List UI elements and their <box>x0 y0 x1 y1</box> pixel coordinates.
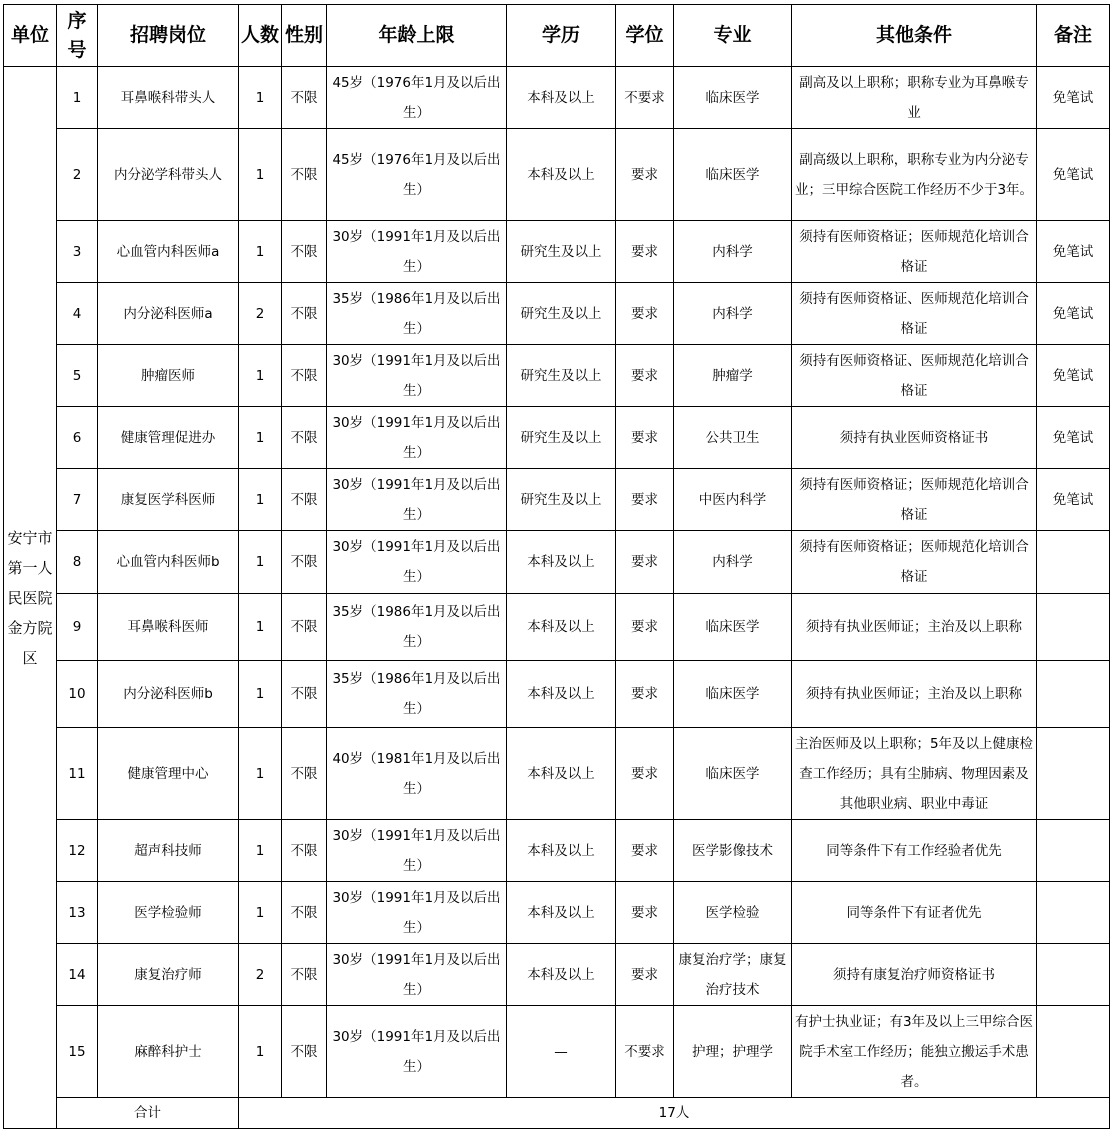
cell-remark <box>1037 728 1110 820</box>
cell-major: 内科学 <box>674 221 792 283</box>
table-row <box>4 728 1110 820</box>
cell-other: 须持有执业医师证；主治及以上职称 <box>792 594 1037 661</box>
cell-gender: 不限 <box>282 283 327 345</box>
cell-count: 2 <box>239 944 282 1006</box>
cell-major: 临床医学 <box>674 129 792 221</box>
cell-degree: 要求 <box>616 728 674 820</box>
cell-major: 内科学 <box>674 283 792 345</box>
cell-other: 须持有医师资格证；医师规范化培训合格证 <box>792 469 1037 531</box>
cell-gender: 不限 <box>282 944 327 1006</box>
cell-count: 1 <box>239 728 282 820</box>
cell-major: 康复治疗学；康复治疗技术 <box>674 944 792 1006</box>
cell-remark <box>1037 820 1110 882</box>
table-row <box>4 882 1110 944</box>
cell-count: 1 <box>239 820 282 882</box>
cell-gender: 不限 <box>282 1006 327 1098</box>
cell-age: 45岁（1976年1月及以后出生） <box>327 129 507 221</box>
cell-major: 医学影像技术 <box>674 820 792 882</box>
cell-major: 护理；护理学 <box>674 1006 792 1098</box>
cell-count: 1 <box>239 882 282 944</box>
cell-count: 1 <box>239 345 282 407</box>
cell-major: 公共卫生 <box>674 407 792 469</box>
cell-seq: 2 <box>57 129 98 221</box>
cell-other: 副高级以上职称，职称专业为内分泌专业；三甲综合医院工作经历不少于3年。 <box>792 129 1037 221</box>
cell-position: 耳鼻喉科带头人 <box>98 67 239 129</box>
summary-label: 合计 <box>57 1098 239 1129</box>
cell-seq: 1 <box>57 67 98 129</box>
cell-education: 本科及以上 <box>507 129 616 221</box>
document-page <box>3 4 1110 1129</box>
cell-other: 有护士执业证；有3年及以上三甲综合医院手术室工作经历；能独立搬运手术患者。 <box>792 1006 1037 1098</box>
cell-position: 内分泌科医师a <box>98 283 239 345</box>
cell-age: 35岁（1986年1月及以后出生） <box>327 283 507 345</box>
cell-major: 肿瘤学 <box>674 345 792 407</box>
cell-gender: 不限 <box>282 221 327 283</box>
cell-age: 30岁（1991年1月及以后出生） <box>327 1006 507 1098</box>
cell-count: 1 <box>239 661 282 728</box>
cell-seq: 11 <box>57 728 98 820</box>
cell-other: 同等条件下有证者优先 <box>792 882 1037 944</box>
cell-degree: 要求 <box>616 594 674 661</box>
header-education: 学历 <box>507 5 616 67</box>
table-row <box>4 944 1110 1006</box>
cell-remark <box>1037 531 1110 594</box>
cell-education: 本科及以上 <box>507 820 616 882</box>
cell-education: — <box>507 1006 616 1098</box>
cell-count: 1 <box>239 129 282 221</box>
cell-position: 耳鼻喉科医师 <box>98 594 239 661</box>
header-row <box>4 5 1110 67</box>
cell-other: 主治医师及以上职称；5年及以上健康检查工作经历；具有尘肺病、物理因素及其他职业病、职业中毒证 <box>792 728 1037 820</box>
cell-major: 中医内科学 <box>674 469 792 531</box>
recruitment-table <box>3 4 1110 1129</box>
header-major: 专业 <box>674 5 792 67</box>
cell-position: 健康管理中心 <box>98 728 239 820</box>
cell-education: 研究生及以上 <box>507 283 616 345</box>
cell-degree: 要求 <box>616 944 674 1006</box>
table-row <box>4 345 1110 407</box>
cell-seq: 10 <box>57 661 98 728</box>
cell-seq: 6 <box>57 407 98 469</box>
cell-major: 临床医学 <box>674 661 792 728</box>
cell-position: 康复治疗师 <box>98 944 239 1006</box>
cell-seq: 8 <box>57 531 98 594</box>
table-row <box>4 661 1110 728</box>
cell-age: 30岁（1991年1月及以后出生） <box>327 407 507 469</box>
table-body <box>4 67 1110 1129</box>
cell-gender: 不限 <box>282 728 327 820</box>
cell-other: 须持有执业医师证；主治及以上职称 <box>792 661 1037 728</box>
cell-age: 30岁（1991年1月及以后出生） <box>327 944 507 1006</box>
cell-other: 副高及以上职称；职称专业为耳鼻喉专业 <box>792 67 1037 129</box>
cell-remark: 免笔试 <box>1037 221 1110 283</box>
cell-position: 内分泌科医师b <box>98 661 239 728</box>
cell-seq: 7 <box>57 469 98 531</box>
cell-degree: 不要求 <box>616 67 674 129</box>
cell-count: 1 <box>239 469 282 531</box>
cell-education: 研究生及以上 <box>507 469 616 531</box>
cell-major: 临床医学 <box>674 594 792 661</box>
cell-education: 研究生及以上 <box>507 221 616 283</box>
cell-count: 1 <box>239 407 282 469</box>
cell-gender: 不限 <box>282 469 327 531</box>
cell-position: 麻醉科护士 <box>98 1006 239 1098</box>
cell-age: 30岁（1991年1月及以后出生） <box>327 531 507 594</box>
cell-education: 研究生及以上 <box>507 345 616 407</box>
cell-major: 临床医学 <box>674 728 792 820</box>
cell-education: 本科及以上 <box>507 531 616 594</box>
cell-position: 医学检验师 <box>98 882 239 944</box>
cell-other: 须持有执业医师资格证书 <box>792 407 1037 469</box>
table-row <box>4 67 1110 129</box>
cell-seq: 13 <box>57 882 98 944</box>
header-other: 其他条件 <box>792 5 1037 67</box>
header-age: 年龄上限 <box>327 5 507 67</box>
cell-education: 本科及以上 <box>507 882 616 944</box>
cell-position: 超声科技师 <box>98 820 239 882</box>
cell-age: 35岁（1986年1月及以后出生） <box>327 661 507 728</box>
cell-remark <box>1037 944 1110 1006</box>
cell-age: 30岁（1991年1月及以后出生） <box>327 345 507 407</box>
cell-degree: 要求 <box>616 531 674 594</box>
unit-cell: 安宁市第一人民医院金方院区 <box>4 67 57 1129</box>
cell-gender: 不限 <box>282 882 327 944</box>
cell-other: 须持有医师资格证、医师规范化培训合格证 <box>792 283 1037 345</box>
summary-total: 17人 <box>239 1098 1110 1129</box>
cell-count: 2 <box>239 283 282 345</box>
cell-remark: 免笔试 <box>1037 469 1110 531</box>
cell-count: 1 <box>239 1006 282 1098</box>
cell-gender: 不限 <box>282 67 327 129</box>
cell-remark <box>1037 1006 1110 1098</box>
cell-education: 研究生及以上 <box>507 407 616 469</box>
cell-remark: 免笔试 <box>1037 283 1110 345</box>
table-row <box>4 594 1110 661</box>
cell-remark: 免笔试 <box>1037 345 1110 407</box>
cell-age: 30岁（1991年1月及以后出生） <box>327 820 507 882</box>
table-row <box>4 129 1110 221</box>
cell-degree: 要求 <box>616 661 674 728</box>
cell-gender: 不限 <box>282 594 327 661</box>
cell-position: 健康管理促进办 <box>98 407 239 469</box>
cell-gender: 不限 <box>282 407 327 469</box>
cell-seq: 9 <box>57 594 98 661</box>
cell-age: 45岁（1976年1月及以后出生） <box>327 67 507 129</box>
table-row <box>4 469 1110 531</box>
cell-gender: 不限 <box>282 820 327 882</box>
cell-education: 本科及以上 <box>507 728 616 820</box>
table-row <box>4 407 1110 469</box>
header-position: 招聘岗位 <box>98 5 239 67</box>
header-gender: 性别 <box>282 5 327 67</box>
cell-age: 30岁（1991年1月及以后出生） <box>327 221 507 283</box>
cell-position: 肿瘤医师 <box>98 345 239 407</box>
cell-remark: 免笔试 <box>1037 67 1110 129</box>
cell-major: 临床医学 <box>674 67 792 129</box>
cell-age: 30岁（1991年1月及以后出生） <box>327 882 507 944</box>
header-seq: 序号 <box>57 5 98 67</box>
cell-education: 本科及以上 <box>507 594 616 661</box>
cell-other: 同等条件下有工作经验者优先 <box>792 820 1037 882</box>
cell-gender: 不限 <box>282 531 327 594</box>
cell-remark <box>1037 661 1110 728</box>
cell-other: 须持有医师资格证；医师规范化培训合格证 <box>792 221 1037 283</box>
cell-other: 须持有康复治疗师资格证书 <box>792 944 1037 1006</box>
cell-seq: 12 <box>57 820 98 882</box>
cell-position: 内分泌学科带头人 <box>98 129 239 221</box>
cell-position: 心血管内科医师b <box>98 531 239 594</box>
cell-education: 本科及以上 <box>507 661 616 728</box>
cell-position: 心血管内科医师a <box>98 221 239 283</box>
cell-major: 医学检验 <box>674 882 792 944</box>
cell-age: 30岁（1991年1月及以后出生） <box>327 469 507 531</box>
cell-degree: 要求 <box>616 221 674 283</box>
cell-gender: 不限 <box>282 661 327 728</box>
table-row <box>4 283 1110 345</box>
cell-age: 40岁（1981年1月及以后出生） <box>327 728 507 820</box>
cell-remark <box>1037 594 1110 661</box>
cell-seq: 4 <box>57 283 98 345</box>
header-unit: 单位 <box>4 5 57 67</box>
cell-education: 本科及以上 <box>507 944 616 1006</box>
cell-degree: 要求 <box>616 129 674 221</box>
summary-row <box>4 1098 1110 1129</box>
cell-count: 1 <box>239 531 282 594</box>
header-degree: 学位 <box>616 5 674 67</box>
cell-education: 本科及以上 <box>507 67 616 129</box>
cell-count: 1 <box>239 67 282 129</box>
table-row <box>4 820 1110 882</box>
cell-degree: 要求 <box>616 283 674 345</box>
cell-other: 须持有医师资格证、医师规范化培训合格证 <box>792 345 1037 407</box>
cell-remark: 免笔试 <box>1037 407 1110 469</box>
cell-remark <box>1037 882 1110 944</box>
cell-degree: 要求 <box>616 407 674 469</box>
cell-seq: 3 <box>57 221 98 283</box>
table-row <box>4 531 1110 594</box>
cell-seq: 15 <box>57 1006 98 1098</box>
table-row <box>4 221 1110 283</box>
cell-degree: 要求 <box>616 469 674 531</box>
cell-seq: 14 <box>57 944 98 1006</box>
cell-gender: 不限 <box>282 129 327 221</box>
cell-remark: 免笔试 <box>1037 129 1110 221</box>
cell-degree: 要求 <box>616 820 674 882</box>
cell-other: 须持有医师资格证；医师规范化培训合格证 <box>792 531 1037 594</box>
header-remark: 备注 <box>1037 5 1110 67</box>
cell-count: 1 <box>239 221 282 283</box>
cell-degree: 不要求 <box>616 1006 674 1098</box>
header-count: 人数 <box>239 5 282 67</box>
cell-degree: 要求 <box>616 882 674 944</box>
cell-gender: 不限 <box>282 345 327 407</box>
cell-seq: 5 <box>57 345 98 407</box>
cell-age: 35岁（1986年1月及以后出生） <box>327 594 507 661</box>
table-row <box>4 1006 1110 1098</box>
cell-count: 1 <box>239 594 282 661</box>
cell-position: 康复医学科医师 <box>98 469 239 531</box>
cell-major: 内科学 <box>674 531 792 594</box>
cell-degree: 要求 <box>616 345 674 407</box>
